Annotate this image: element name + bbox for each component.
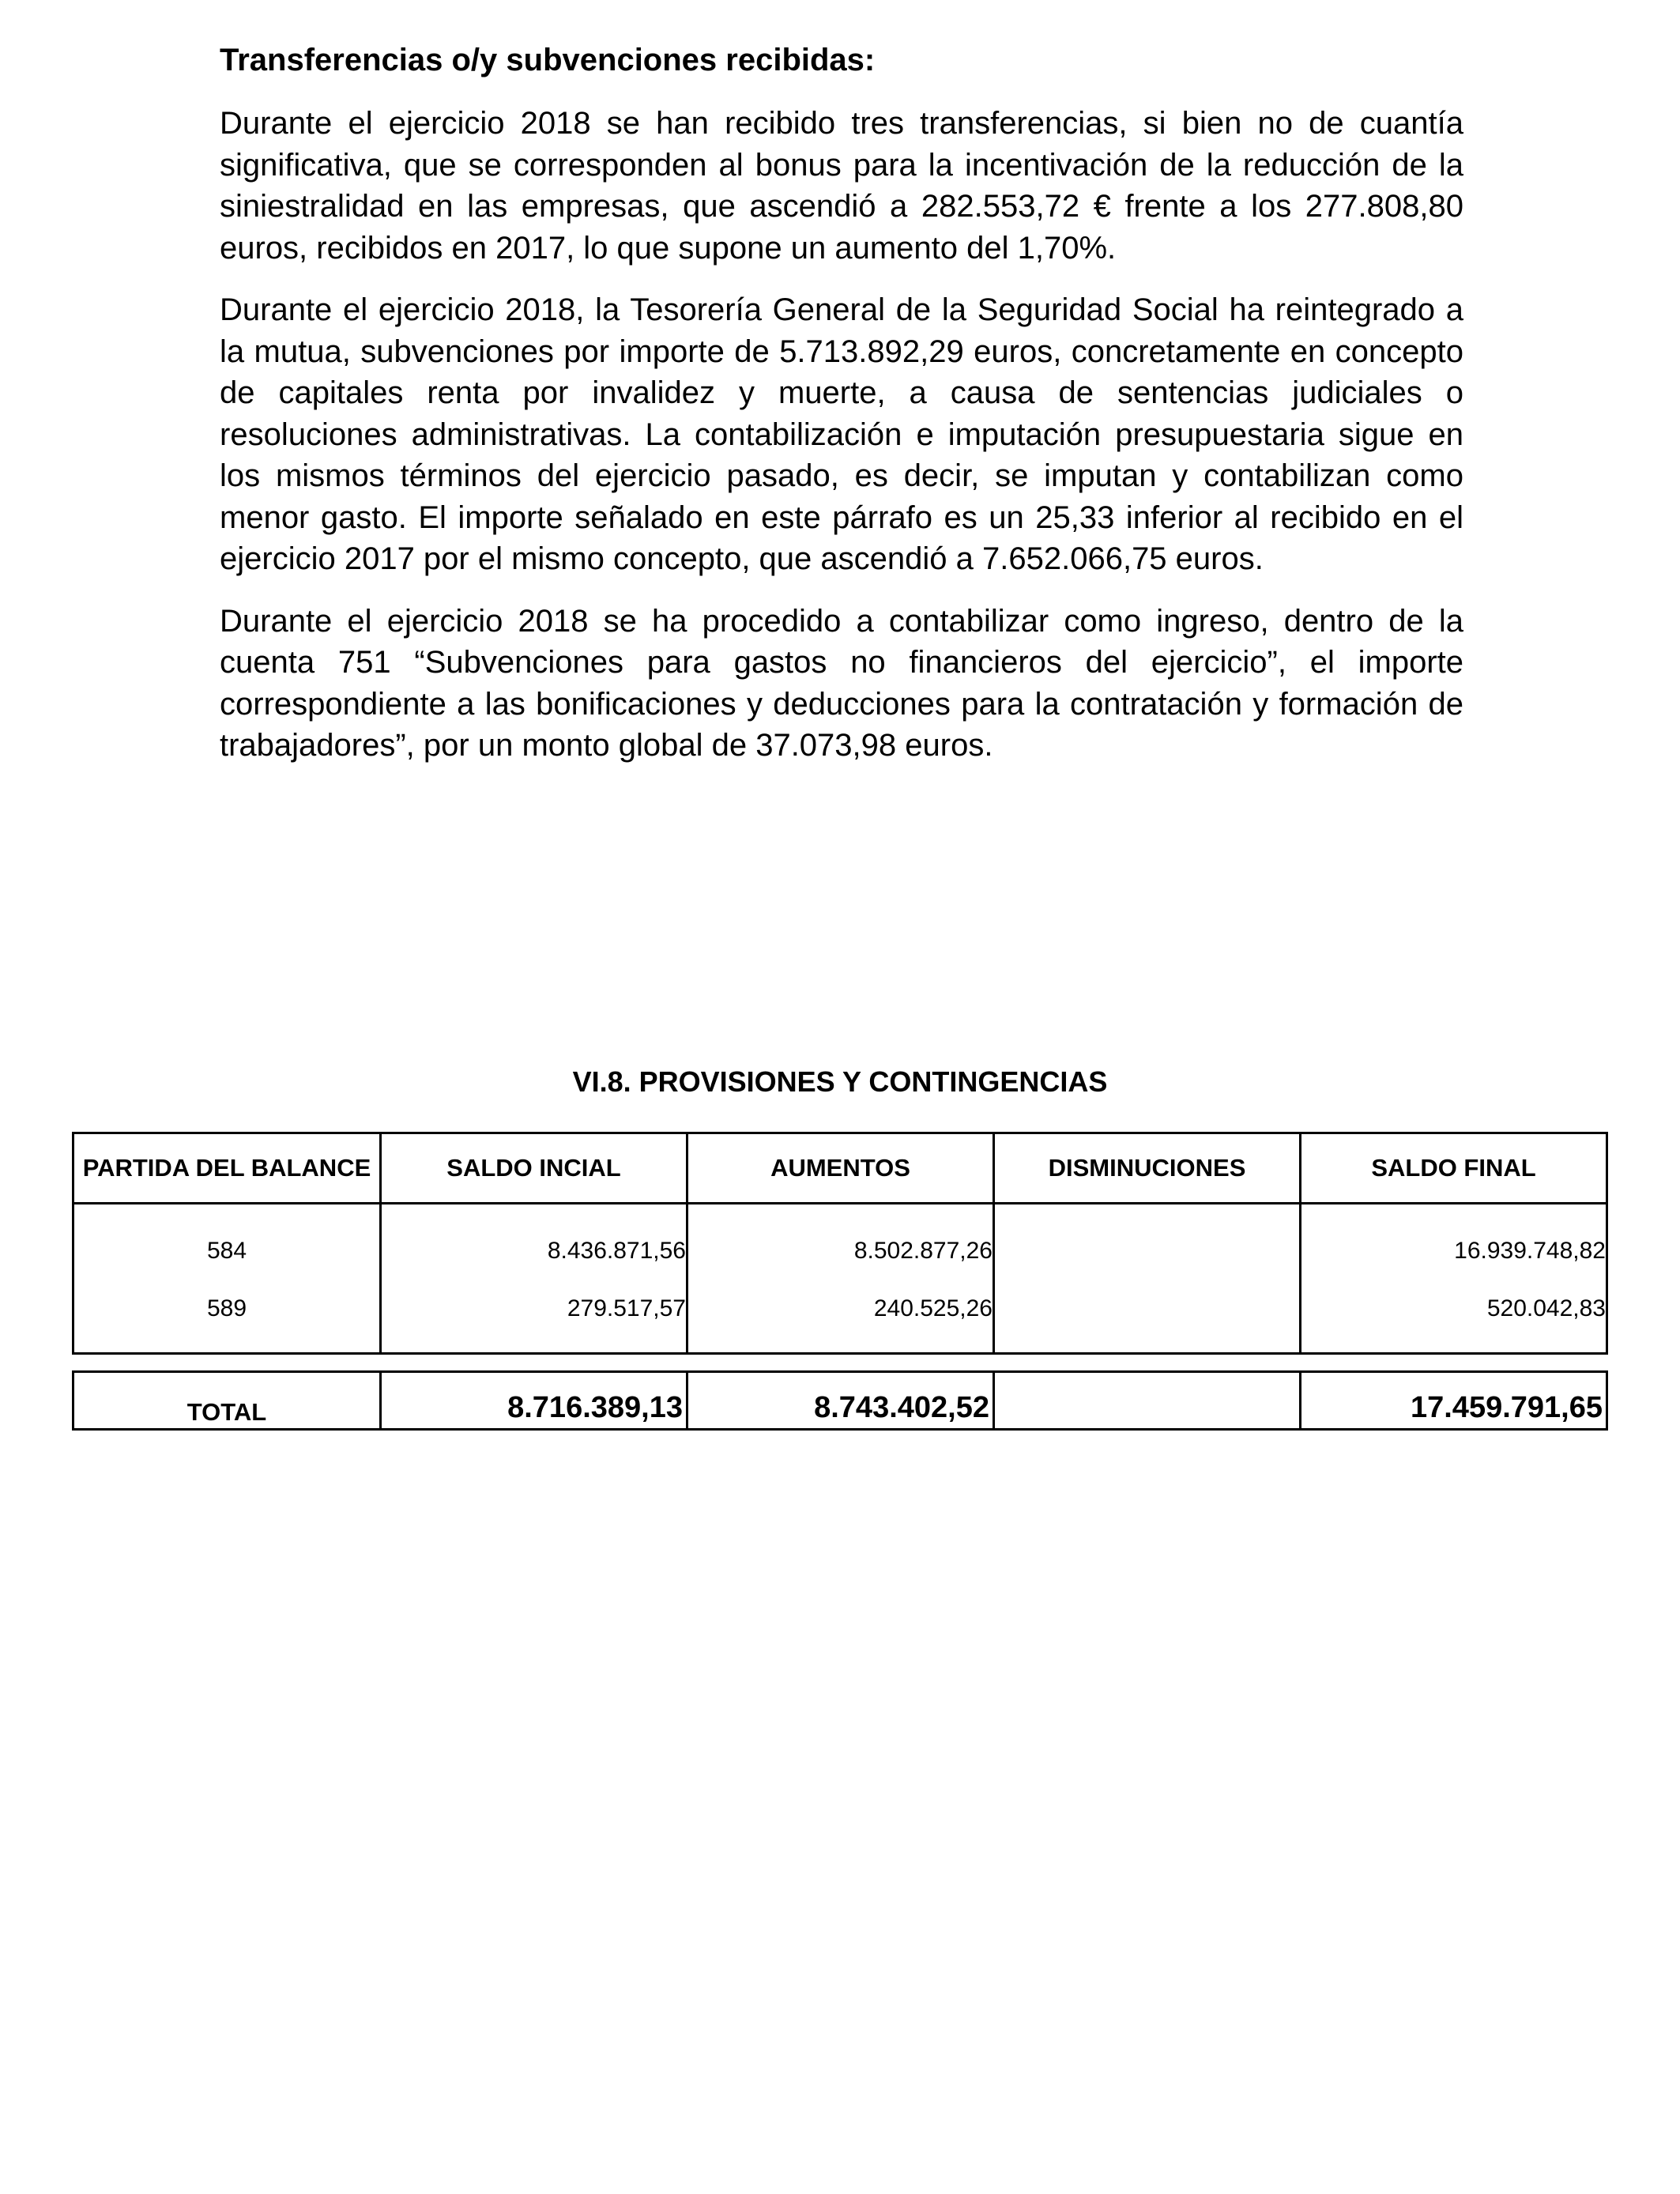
table-cell: 8.502.877,26 — [853, 1237, 993, 1264]
aumentos-column — [687, 1204, 994, 1354]
table-cell: 240.525,26 — [873, 1295, 993, 1322]
table-cell: 279.517,57 — [567, 1295, 686, 1322]
table-cell: 584 — [206, 1237, 247, 1264]
section-heading: Transferencias o/y subvenciones recibidas: — [220, 43, 876, 77]
total-disminuciones — [994, 1372, 1301, 1430]
header-partida: PARTIDA DEL BALANCE — [73, 1133, 381, 1204]
table-title: VI.8. PROVISIONES Y CONTINGENCIAS — [572, 1065, 1108, 1098]
table-cell: 589 — [206, 1295, 247, 1322]
total-row — [73, 1372, 1607, 1430]
paragraph-bonus: Durante el ejercicio 2018 se han recibido tres transferencias, si bien no de cuantía significativa, que se corresponden al bonus para la incentivación de la reducción de la siniestralidad en las empresas, que ascendió a 282.553,72 € frente a los 277.808,80 euros, recibidos en 2017, lo que supone un aumento del 1,70%. — [220, 106, 1463, 266]
header-saldo-final: SALDO FINAL — [1301, 1133, 1607, 1204]
table-cell: 16.939.748,82 — [1454, 1237, 1606, 1264]
saldo-final-column — [1301, 1204, 1607, 1354]
total-saldo-inicial: 8.716.389,13 — [381, 1372, 687, 1430]
table-cell: 520.042,83 — [1486, 1295, 1606, 1322]
paragraph-account-751: Durante el ejercicio 2018 se ha procedido a contabilizar como ingreso, dentro de la cuenta 751 “Subvenciones para gastos no financieros del ejercicio”, el importe correspondiente a las bonificaciones y deducciones para la contratación y formación de trabajadores”, por un monto global de 37.073,98 euros. — [220, 603, 1463, 763]
header-aumentos: AUMENTOS — [687, 1133, 994, 1204]
paragraph-tgss-subsidies: Durante el ejercicio 2018, la Tesorería General de la Seguridad Social ha reintegrado a la mutua, subvenciones por importe de 5.713.892,29 euros, concretamente en concepto de capitales renta por invalidez y muerte, a causa de sentencias judiciales o resoluciones administrativas. La contabilización e imputación presupuestaria sigue en los mismos términos del ejercicio pasado, es decir, se imputan y contabilizan como menor gasto. El importe señalado en este párrafo es un 25,33 inferior al recibido en el ejercicio 2017 por el mismo concepto, que ascendió a 7.652.066,75 euros. — [220, 292, 1463, 576]
table-header-row — [73, 1133, 1607, 1204]
header-saldo-inicial: SALDO INCIAL — [381, 1133, 687, 1204]
total-aumentos: 8.743.402,52 — [687, 1372, 994, 1430]
provisions-table — [72, 1132, 1608, 1355]
total-label: TOTAL — [73, 1372, 381, 1430]
disminuciones-column — [994, 1204, 1301, 1354]
table-cell: 8.436.871,56 — [547, 1237, 686, 1264]
total-saldo-final: 17.459.791,65 — [1301, 1372, 1607, 1430]
transfers-section — [220, 40, 1463, 787]
table-body-row — [73, 1204, 1607, 1354]
saldo-inicial-column — [381, 1204, 687, 1354]
totals-table — [72, 1370, 1608, 1431]
header-disminuciones: DISMINUCIONES — [994, 1133, 1301, 1204]
partida-column — [73, 1204, 381, 1354]
